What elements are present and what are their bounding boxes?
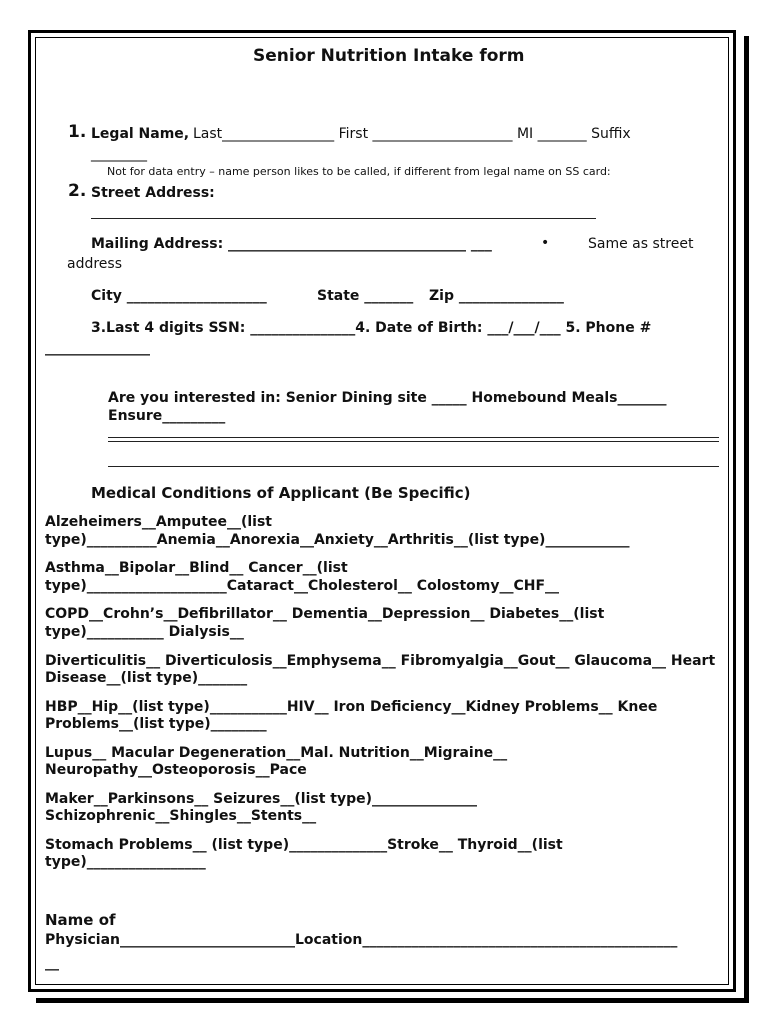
interest-options[interactable]: Are you interested in: Senior Dining site _____ Homebound Meals_______ [108, 390, 667, 406]
condition-line[interactable]: Diverticulitis__ Diverticulosis__Emphysema__ Fibromyalgia__Gout__ Glaucoma__ Heart [45, 653, 716, 669]
suffix-blank[interactable]: ________ [91, 146, 147, 162]
city-field[interactable]: City ____________________ [91, 288, 267, 304]
divider-line-1 [108, 437, 719, 438]
condition-line[interactable]: Lupus__ Macular Degeneration__Mal. Nutrition__Migraine__ [45, 745, 508, 761]
state-field[interactable]: State _______ [317, 288, 414, 304]
condition-line[interactable]: type)_________________ [45, 854, 206, 870]
ssn-dob-phone-line[interactable]: 3.Last 4 digits SSN: _______________4. Date of Birth: ___/___/___ 5. Phone # [91, 320, 652, 336]
zip-field[interactable]: Zip _______________ [429, 288, 564, 304]
q1-number: 1. [68, 122, 87, 142]
mailing-address-field[interactable]: Mailing Address: __________________________________ ___ [91, 236, 492, 252]
street-address-line[interactable] [91, 218, 596, 219]
condition-line[interactable]: type)__________Anemia__Anorexia__Anxiety__Arthritis__(list type)____________ [45, 532, 630, 548]
divider-line-2 [108, 441, 719, 442]
q2-number: 2. [68, 181, 87, 201]
ensure-option[interactable]: Ensure_________ [108, 408, 226, 424]
physician-location-field[interactable]: Physician_________________________Location_____________________________________________ [45, 932, 678, 948]
physician-name-label: Name of [45, 911, 116, 929]
q1-label: Legal Name, [91, 126, 190, 142]
form-title: Senior Nutrition Intake form [253, 46, 525, 66]
bullet-icon: • [541, 235, 550, 251]
physician-continuation-blank[interactable]: __ [45, 955, 59, 971]
condition-line[interactable]: Maker__Parkinsons__ Seizures__(list type)_______________ [45, 791, 478, 807]
divider-line-3 [108, 466, 719, 467]
condition-line[interactable]: Disease__(list type)_______ [45, 670, 248, 686]
condition-line[interactable]: Stomach Problems__ (list type)______________Stroke__ Thyroid__(list [45, 837, 563, 853]
medical-conditions-heading: Medical Conditions of Applicant (Be Specific) [91, 484, 471, 502]
condition-line[interactable]: Schizophrenic__Shingles__Stents__ [45, 808, 317, 824]
address-label: address [67, 256, 123, 272]
condition-line[interactable]: Neuropathy__Osteoporosis__Pace [45, 762, 307, 778]
condition-line[interactable]: Alzeheimers__Amputee__(list [45, 514, 272, 530]
condition-line[interactable]: type)____________________Cataract__Cholesterol__ Colostomy__CHF__ [45, 578, 560, 594]
condition-line[interactable]: COPD__Crohn’s__Defibrillator__ Dementia__Depression__ Diabetes__(list [45, 606, 605, 622]
condition-line[interactable]: HBP__Hip__(list type)___________HIV__ Iron Deficiency__Kidney Problems__ Knee [45, 699, 658, 715]
same-as-street-label: Same as street [588, 236, 694, 252]
street-address-label: Street Address: [91, 185, 215, 201]
preferred-name-note: Not for data entry – name person likes to be called, if different from legal name on SS card: [107, 165, 611, 178]
condition-line[interactable]: Asthma__Bipolar__Blind__ Cancer__(list [45, 560, 348, 576]
condition-line[interactable]: type)___________ Dialysis__ [45, 624, 244, 640]
phone-blank[interactable]: _______________ [45, 340, 150, 356]
condition-line[interactable]: Problems__(list type)________ [45, 716, 267, 732]
legal-name-fields[interactable]: Last________________ First ____________________ MI _______ Suffix [193, 126, 631, 142]
